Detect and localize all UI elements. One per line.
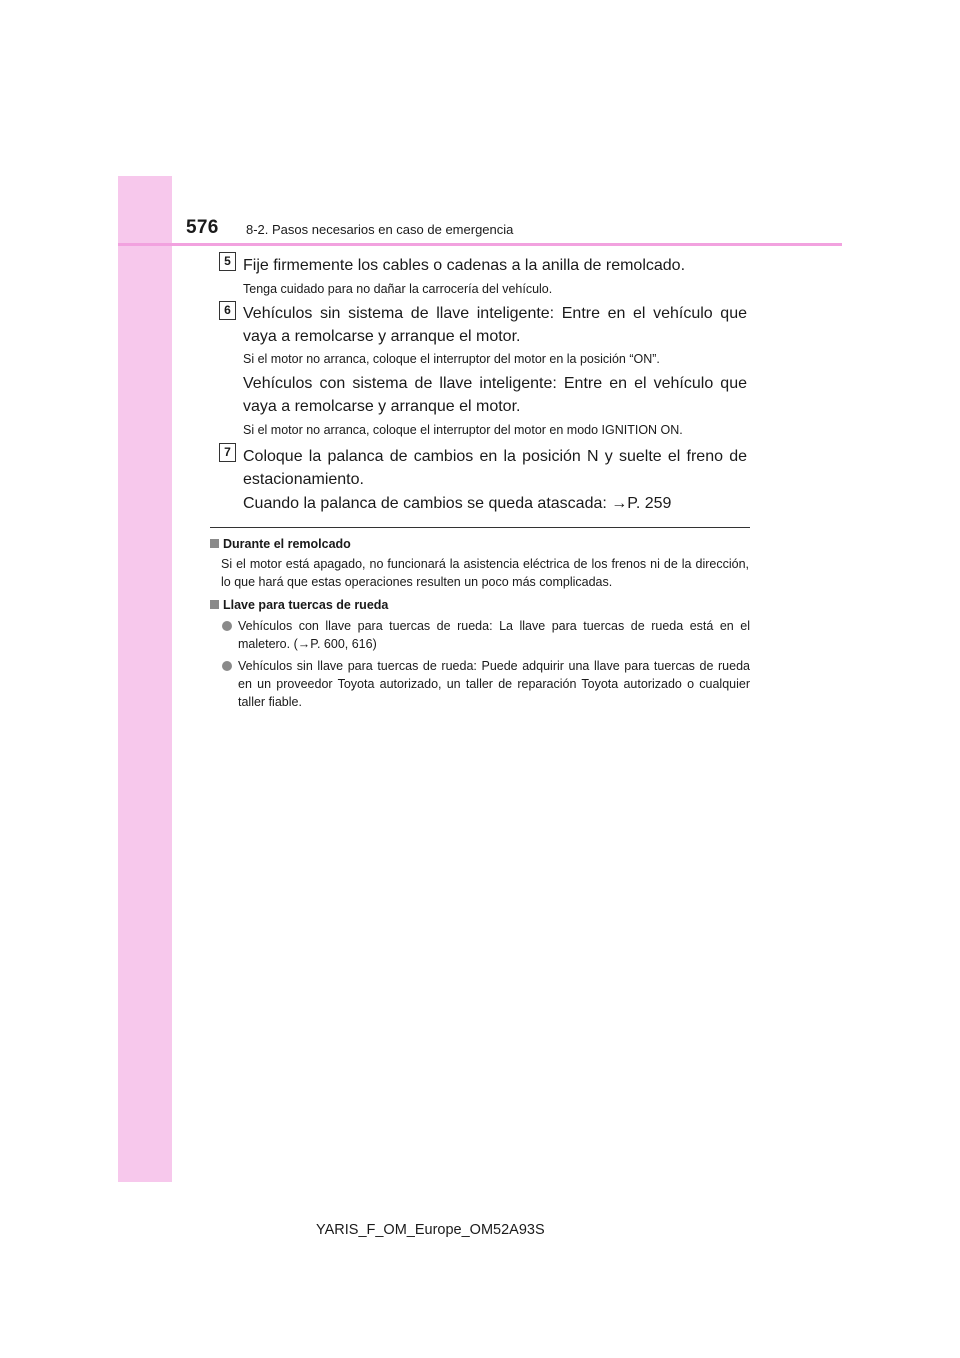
square-bullet-icon <box>210 600 219 609</box>
side-color-band <box>118 176 172 1182</box>
header-rule <box>118 243 842 246</box>
note-title-towing: Durante el remolcado <box>210 536 351 553</box>
step-7-reference: Cuando la palanca de cambios se queda atascada: →P. 259 <box>243 495 672 512</box>
footer-doc-code: YARIS_F_OM_Europe_OM52A93S <box>316 1222 545 1238</box>
note-body-towing: Si el motor está apagado, no funcionará la asistencia eléctrica de los frenos ni de la dirección, lo que hará que estas operaciones resulten un poco más complicadas. <box>221 557 749 589</box>
step-badge-6: 6 <box>219 301 236 320</box>
circle-bullet-icon <box>222 661 232 671</box>
circle-bullet-icon <box>222 621 232 631</box>
step-7-text: Coloque la palanca de cambios en la posición N y suelte el freno de estacionamiento. <box>243 448 747 488</box>
square-bullet-icon <box>210 539 219 548</box>
section-title: 8-2. Pasos necesarios en caso de emergencia <box>246 222 514 237</box>
note-title-lug-wrench: Llave para tuercas de rueda <box>210 597 388 614</box>
step-5-text: Fije firmemente los cables o cadenas a la anilla de remolcado. <box>243 257 686 274</box>
step-6-note-smart-key: Si el motor no arranca, coloque el interruptor del motor en modo IGNITION ON. <box>243 423 683 437</box>
step-6-text: Vehículos sin sistema de llave inteligente: Entre en el vehículo que vaya a remolcarse y arranque el motor. <box>243 305 747 345</box>
notes-divider <box>210 527 750 528</box>
page-number: 576 <box>186 217 219 238</box>
step-badge-5: 5 <box>219 252 236 271</box>
step-badge-7: 7 <box>219 443 236 462</box>
step-5-note: Tenga cuidado para no dañar la carrocería del vehículo. <box>243 282 553 296</box>
step-6-text-smart-key: Vehículos con sistema de llave inteligente: Entre en el vehículo que vaya a remolcarse y arranque el motor. <box>243 375 747 415</box>
lug-wrench-bullet-1: Vehículos con llave para tuercas de rueda: La llave para tuercas de rueda está en el maletero. (→P. 600, 616) <box>238 619 750 651</box>
lug-wrench-bullet-2: Vehículos sin llave para tuercas de rueda: Puede adquirir una llave para tuercas de rueda en un proveedor Toyota autorizado, un taller de reparación Toyota autorizado o cualquier taller fiable. <box>238 659 750 709</box>
step-6-note: Si el motor no arranca, coloque el interruptor del motor en la posición “ON”. <box>243 352 660 366</box>
